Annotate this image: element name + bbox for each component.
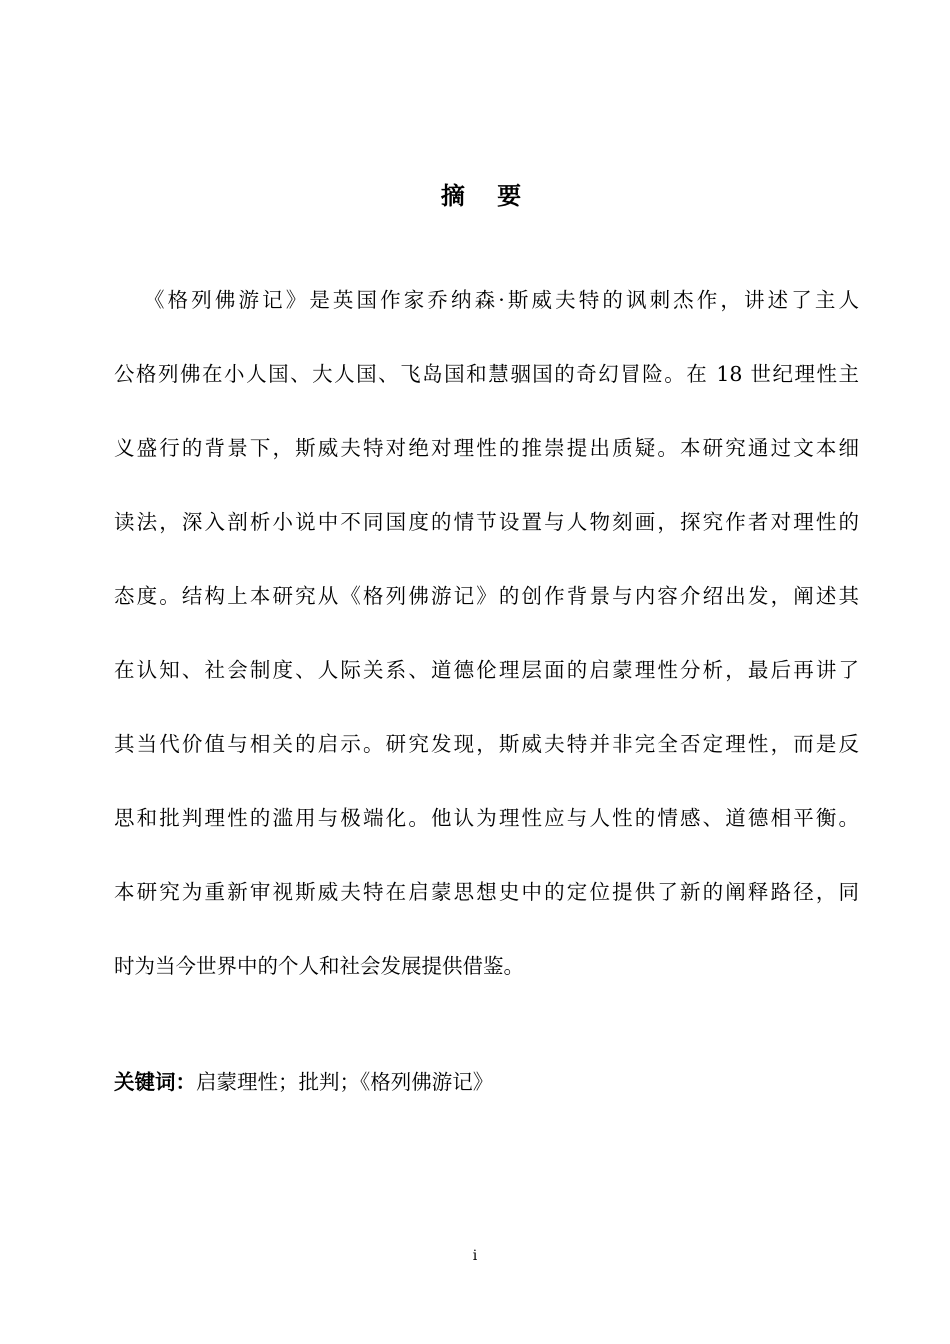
abstract-title: 摘 要 xyxy=(440,182,534,210)
paragraph-line: 《格列佛游记》是英国作家乔纳森·斯威夫特的讽刺杰作，讲述了主人 xyxy=(144,288,859,312)
abstract-paragraph xyxy=(114,280,859,1020)
keywords-line xyxy=(114,1062,493,1102)
paragraph-line: 时为当今世界中的个人和社会发展提供借鉴。 xyxy=(114,954,524,978)
paragraph-line: 本研究为重新审视斯威夫特在启蒙思想史中的定位提供了新的阐释路径，同 xyxy=(114,880,859,904)
paragraph-line: 公格列佛在小人国、大人国、飞岛国和慧骃国的奇幻冒险。在 18 世纪理性主 xyxy=(114,362,859,386)
keywords-label: 关键词： xyxy=(114,1070,196,1094)
paragraph-line: 其当代价值与相关的启示。研究发现，斯威夫特并非完全否定理性，而是反 xyxy=(114,732,859,756)
paragraph-line: 在认知、社会制度、人际关系、道德伦理层面的启蒙理性分析，最后再讲了 xyxy=(114,658,859,682)
paragraph-line: 态度。结构上本研究从《格列佛游记》的创作背景与内容介绍出发，阐述其 xyxy=(114,584,859,608)
paragraph-line: 读法，深入剖析小说中不同国度的情节设置与人物刻画，探究作者对理性的 xyxy=(114,510,859,534)
keywords-value: 启蒙理性；批判；《格列佛游记》 xyxy=(196,1070,494,1094)
paragraph-line: 义盛行的背景下，斯威夫特对绝对理性的推崇提出质疑。本研究通过文本细 xyxy=(114,436,859,460)
page-number: i xyxy=(472,1248,478,1264)
paragraph-line: 思和批判理性的滥用与极端化。他认为理性应与人性的情感、道德相平衡。 xyxy=(114,806,859,830)
